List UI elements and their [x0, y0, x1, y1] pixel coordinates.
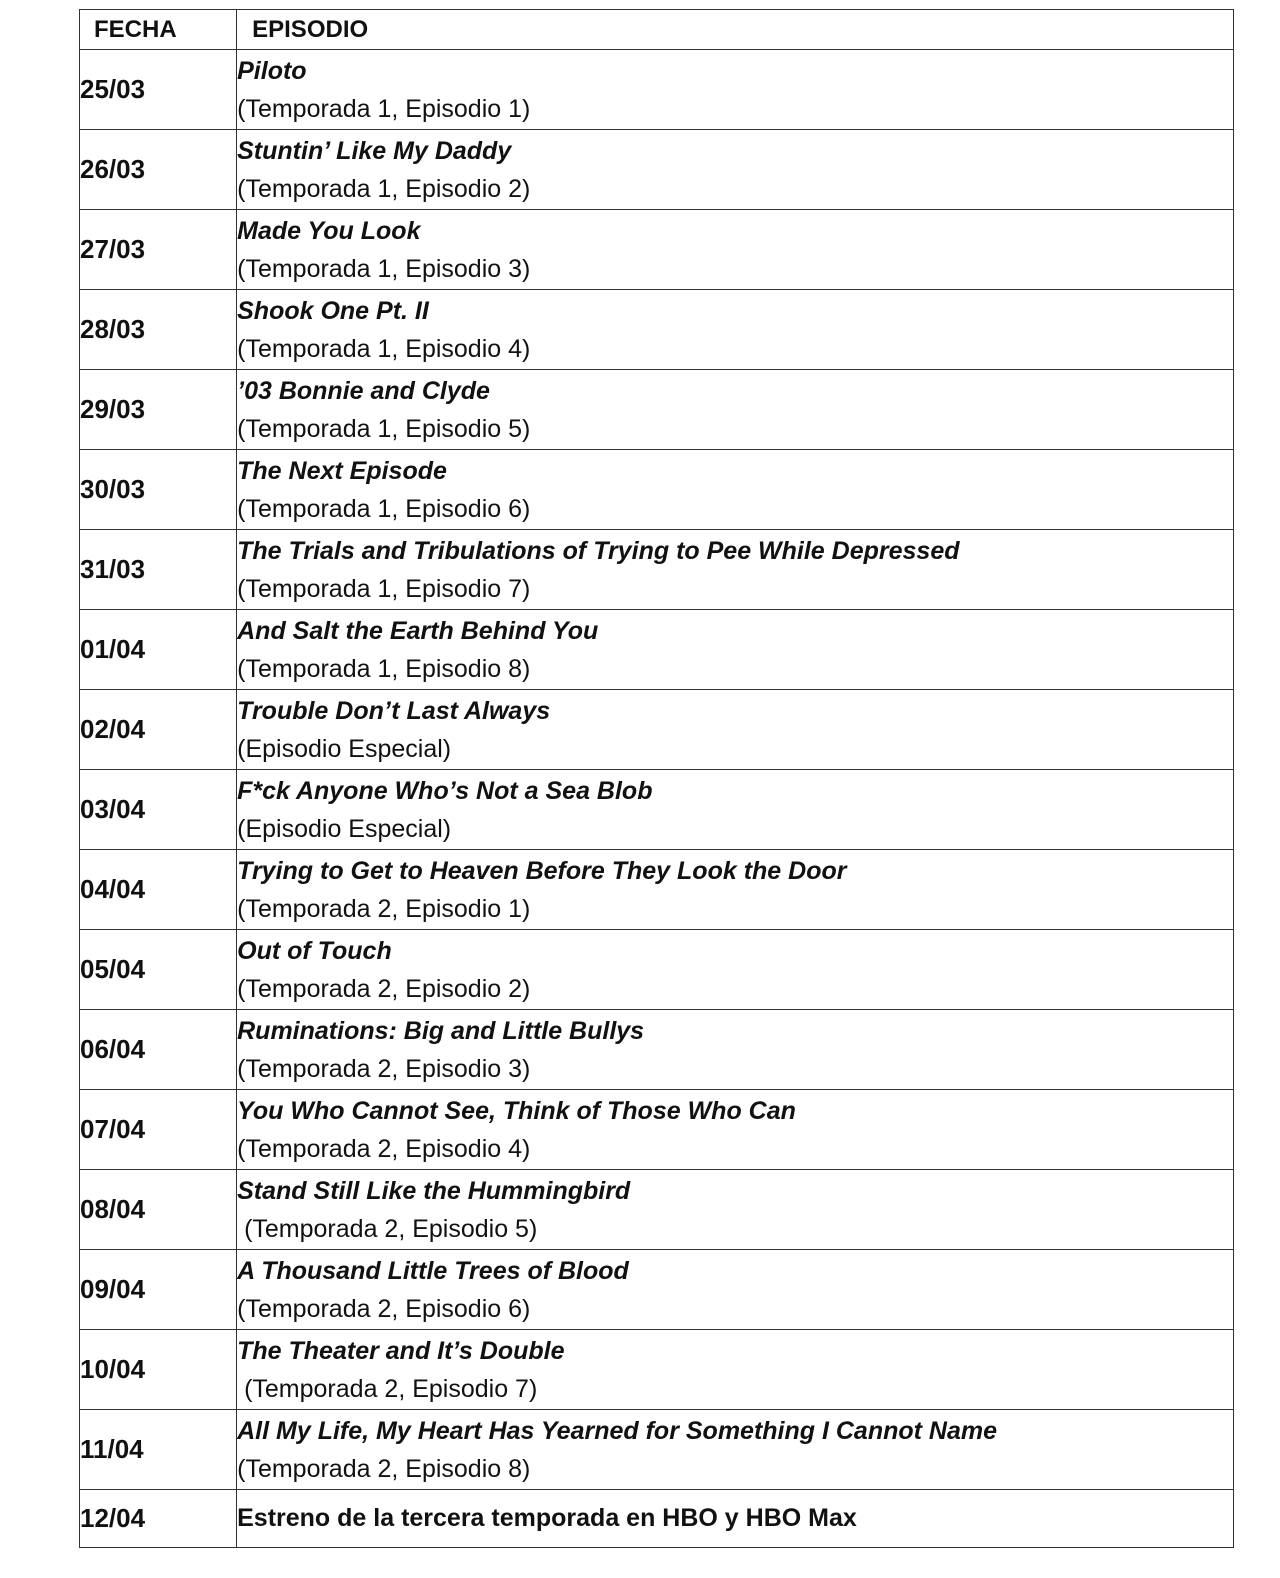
header-row	[80, 10, 1234, 50]
episode-cell	[237, 1090, 1234, 1170]
episode-detail: (Temporada 2, Episodio 1)	[237, 894, 531, 923]
date-cell: 07/04	[80, 1090, 237, 1170]
episode-title: The Theater and It’s Double	[237, 1336, 565, 1365]
episode-detail: (Temporada 1, Episodio 6)	[237, 494, 531, 523]
date-cell: 27/03	[80, 210, 237, 290]
episode-title: A Thousand Little Trees of Blood	[237, 1256, 629, 1285]
table-row	[80, 610, 1234, 690]
table-row	[80, 1410, 1234, 1490]
episode-title: Shook One Pt. II	[237, 296, 429, 325]
date-cell: 12/04	[80, 1490, 237, 1548]
table-row	[80, 1010, 1234, 1090]
episode-cell	[237, 530, 1234, 610]
episode-cell	[237, 450, 1234, 530]
date-cell: 06/04	[80, 1010, 237, 1090]
date-cell: 28/03	[80, 290, 237, 370]
episode-column-header: EPISODIO	[237, 10, 1234, 50]
episode-detail: (Temporada 1, Episodio 5)	[237, 414, 531, 443]
episode-title: Stuntin’ Like My Daddy	[237, 136, 512, 165]
episode-title: Piloto	[237, 56, 307, 85]
episode-detail: (Temporada 2, Episodio 2)	[237, 974, 531, 1003]
table-row	[80, 1250, 1234, 1330]
date-cell: 31/03	[80, 530, 237, 610]
date-cell: 10/04	[80, 1330, 237, 1410]
episode-cell	[237, 930, 1234, 1010]
episode-title: Ruminations: Big and Little Bullys	[237, 1016, 645, 1045]
episode-detail: (Temporada 2, Episodio 3)	[237, 1054, 531, 1083]
episode-cell	[237, 1330, 1234, 1410]
schedule-body	[80, 10, 1234, 1548]
episode-title: Out of Touch	[237, 936, 392, 965]
episode-detail: (Temporada 2, Episodio 8)	[237, 1454, 531, 1483]
episode-detail: (Temporada 2, Episodio 6)	[237, 1294, 531, 1323]
date-cell: 05/04	[80, 930, 237, 1010]
date-cell: 11/04	[80, 1410, 237, 1490]
episode-title: Made You Look	[237, 216, 421, 245]
table-row	[80, 1330, 1234, 1410]
date-cell: 09/04	[80, 1250, 237, 1330]
episode-title: Trying to Get to Heaven Before They Look the Door	[237, 856, 847, 885]
premiere-cell	[237, 1490, 1234, 1548]
table-row	[80, 370, 1234, 450]
episode-cell	[237, 290, 1234, 370]
episode-detail: (Temporada 1, Episodio 7)	[237, 574, 531, 603]
date-cell: 02/04	[80, 690, 237, 770]
table-row	[80, 1170, 1234, 1250]
episode-detail: (Temporada 1, Episodio 8)	[237, 654, 531, 683]
episode-title: F*ck Anyone Who’s Not a Sea Blob	[237, 776, 653, 805]
table-row	[80, 210, 1234, 290]
episode-cell	[237, 770, 1234, 850]
episode-cell	[237, 130, 1234, 210]
date-cell: 30/03	[80, 450, 237, 530]
date-cell: 08/04	[80, 1170, 237, 1250]
table-row	[80, 50, 1234, 130]
episode-title: Stand Still Like the Hummingbird	[237, 1176, 631, 1205]
episode-schedule-table	[79, 9, 1234, 1548]
episode-title: The Next Episode	[237, 456, 447, 485]
episode-detail: (Temporada 1, Episodio 4)	[237, 334, 531, 363]
episode-title: You Who Cannot See, Think of Those Who Can	[237, 1096, 796, 1125]
episode-cell	[237, 1170, 1234, 1250]
episode-cell	[237, 50, 1234, 130]
table-row	[80, 1090, 1234, 1170]
episode-cell	[237, 1010, 1234, 1090]
episode-detail: (Episodio Especial)	[237, 734, 452, 763]
episode-detail: (Temporada 2, Episodio 7)	[237, 1374, 538, 1403]
premiere-announcement: Estreno de la tercera temporada en HBO y HBO Max	[237, 1504, 857, 1532]
episode-title: All My Life, My Heart Has Yearned for Something I Cannot Name	[237, 1416, 998, 1445]
episode-cell	[237, 850, 1234, 930]
table-row	[80, 130, 1234, 210]
episode-cell	[237, 690, 1234, 770]
episode-cell	[237, 370, 1234, 450]
episode-cell	[237, 1250, 1234, 1330]
table-row	[80, 690, 1234, 770]
episode-cell	[237, 610, 1234, 690]
table-row	[80, 930, 1234, 1010]
episode-cell	[237, 210, 1234, 290]
episode-title: ’03 Bonnie and Clyde	[237, 376, 490, 405]
episode-title: Trouble Don’t Last Always	[237, 696, 551, 725]
date-column-header: FECHA	[80, 10, 237, 50]
episode-title: The Trials and Tribulations of Trying to Pee While Depressed	[237, 536, 960, 565]
date-cell: 03/04	[80, 770, 237, 850]
episode-detail: (Temporada 2, Episodio 4)	[237, 1134, 531, 1163]
table-row	[80, 530, 1234, 610]
episode-detail: (Temporada 1, Episodio 1)	[237, 94, 531, 123]
episode-detail: (Temporada 1, Episodio 3)	[237, 254, 531, 283]
table-row	[80, 770, 1234, 850]
date-cell: 29/03	[80, 370, 237, 450]
episode-detail: (Temporada 2, Episodio 5)	[237, 1214, 538, 1243]
date-cell: 25/03	[80, 50, 237, 130]
episode-title: And Salt the Earth Behind You	[237, 616, 599, 645]
date-cell: 01/04	[80, 610, 237, 690]
episode-detail: (Temporada 1, Episodio 2)	[237, 174, 531, 203]
table-row	[80, 450, 1234, 530]
date-cell: 26/03	[80, 130, 237, 210]
table-row	[80, 290, 1234, 370]
premiere-row	[80, 1490, 1234, 1548]
table-row	[80, 850, 1234, 930]
episode-cell	[237, 1410, 1234, 1490]
date-cell: 04/04	[80, 850, 237, 930]
episode-detail: (Episodio Especial)	[237, 814, 452, 843]
